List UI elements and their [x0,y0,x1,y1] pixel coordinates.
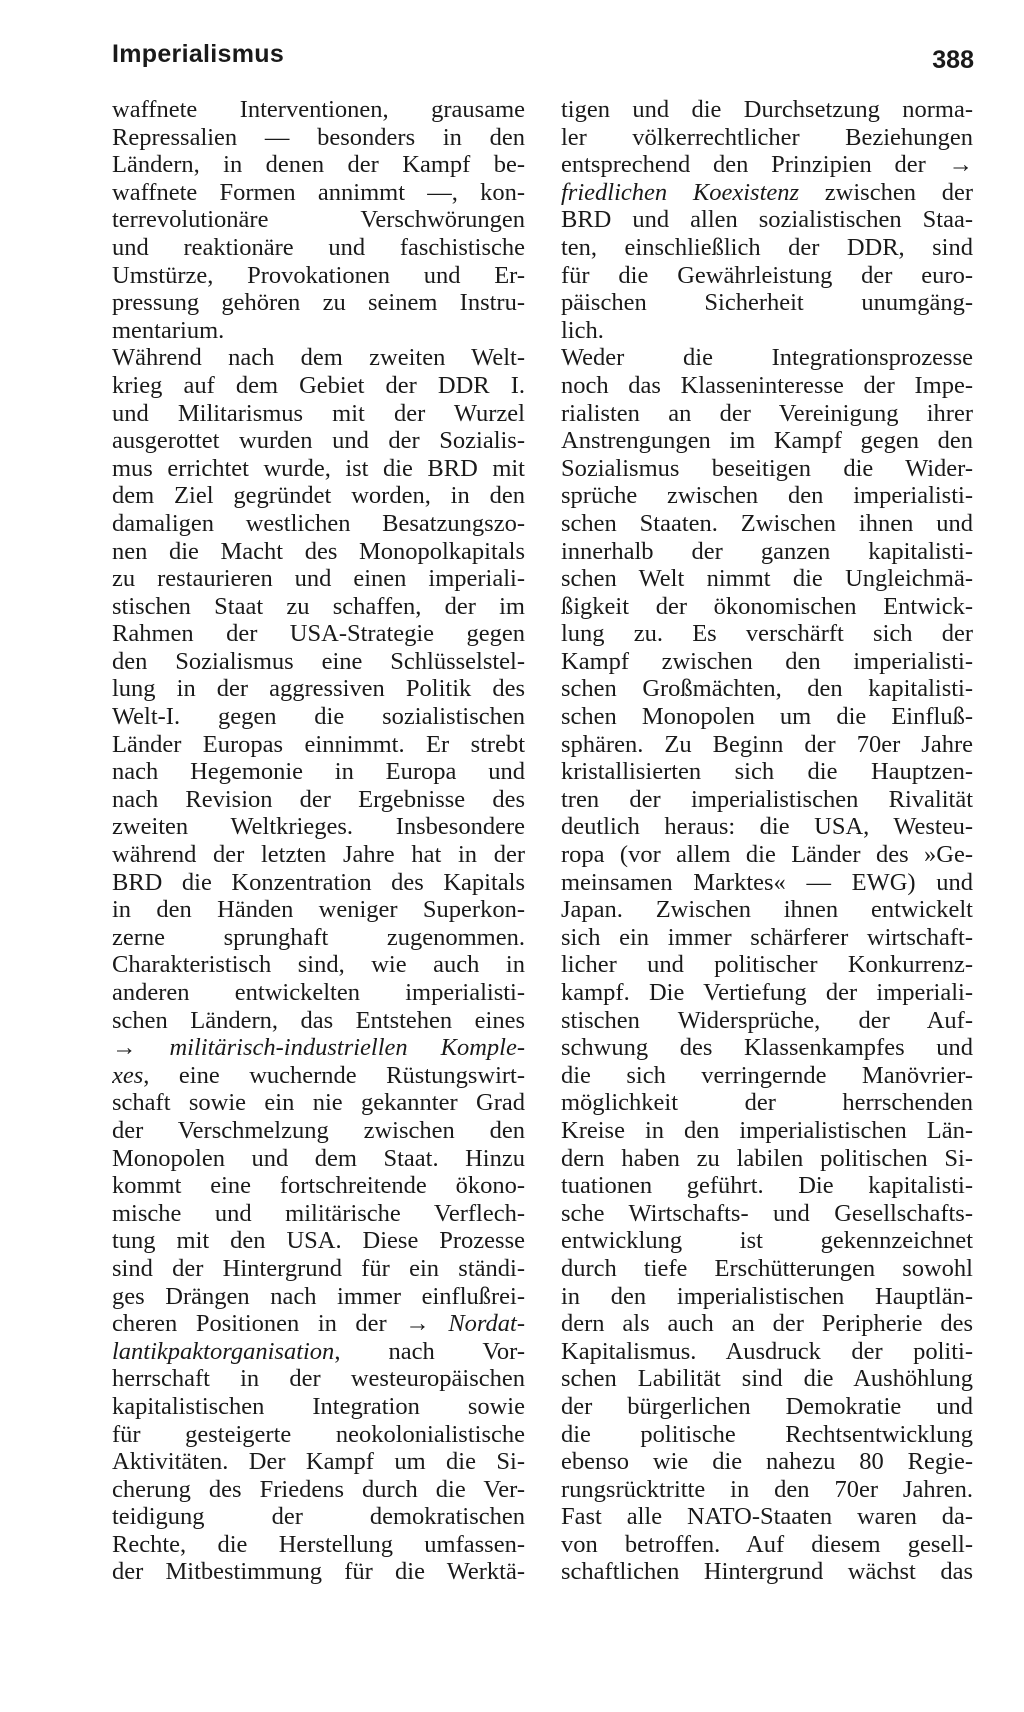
text-line: schaft sowie ein nie gekannter Grad [112,1089,525,1117]
text-line: die politische Rechtsentwicklung [561,1420,973,1448]
text-line: tung mit den USA. Diese Prozesse [112,1227,525,1255]
text-line: sphären. Zu Beginn der 70er Jahre [561,730,973,758]
text-line: entwicklung ist gekennzeichnet [561,1227,973,1255]
text-line: ebenso wie die nahezu 80 Regie- [561,1448,973,1476]
text-line: der Mitbestimmung für die Werktä- [112,1558,525,1586]
text-line: der Verschmelzung zwischen den [112,1116,525,1144]
text-line: meinsamen Marktes« — EWG) und [561,868,973,896]
text-line: stischen Staat zu schaffen, der im [112,592,525,620]
text-line: durch tiefe Erschütterungen sowohl [561,1254,973,1282]
text-line: schwung des Klassenkampfes und [561,1034,973,1062]
right-text-column [561,96,973,1586]
text-line: während der letzten Jahre hat in der [112,841,525,869]
text-line: für gesteigerte neokolonialistische [112,1420,525,1448]
text-line: cherung des Friedens durch die Ver- [112,1475,525,1503]
text-line: tren der imperialistischen Rivalität [561,785,973,813]
text-line: Welt-I. gegen die sozialistischen [112,703,525,731]
text-line: rialisten an der Vereinigung ihrer [561,399,973,427]
text-line [112,1034,525,1062]
text-line: in den imperialistischen Hauptlän- [561,1282,973,1310]
text-line: kapitalistischen Integration sowie [112,1392,525,1420]
text-line: BRD die Konzentration des Kapitals [112,868,525,896]
text-segment: , nach Vor- [334,1337,525,1365]
text-line: ler völkerrechtlicher Beziehungen [561,123,973,151]
text-line: Japan. Zwischen ihnen entwickelt [561,896,973,924]
text-line: nach Revision der Ergebnisse des [112,785,525,813]
text-segment: cheren Positionen in der → [112,1310,449,1338]
text-line: dem Ziel gegründet worden, in den [112,482,525,510]
text-segment: zwischen der [799,178,973,206]
page-header [112,40,974,80]
text-line: möglichkeit der herrschenden [561,1089,973,1117]
text-line: lich. [561,316,604,344]
text-line: ten, einschließlich der DDR, sind [561,233,973,261]
text-line: für die Gewährleistung der euro- [561,261,973,289]
page-number: 388 [932,46,974,74]
text-line: stischen Widersprüche, der Auf- [561,1006,973,1034]
text-line: ßigkeit der ökonomischen Entwick- [561,592,973,620]
text-line: ausgerottet wurden und der Sozialis- [112,427,525,455]
text-line [561,179,973,207]
text-line: schen Ländern, das Entstehen eines [112,1006,525,1034]
text-line: ropa (vor allem die Länder des »Ge- [561,841,973,869]
text-line: BRD und allen sozialistischen Staa- [561,206,973,234]
text-line: Repressalien — besonders in den [112,123,525,151]
text-line: waffnete Formen annimmt —, kon- [112,178,525,206]
text-line: terrevolutionäre Verschwörungen [112,206,525,234]
text-line: tigen und die Durchsetzung norma- [561,96,973,123]
italic-term: friedlichen Koexistenz [561,178,800,206]
text-line: Weder die Integrationsprozesse [561,344,973,372]
text-line: herrschaft in der westeuropäischen [112,1365,525,1393]
text-line: Umstürze, Provokationen und Er- [112,261,525,289]
text-line: schen Labilität sind die Aushöhlung [561,1365,973,1393]
text-line: den Sozialismus eine Schlüsselstel- [112,647,525,675]
text-line: Charakteristisch sind, wie auch in [112,951,525,979]
text-line: Rechte, die Herstellung umfassen- [112,1530,525,1558]
text-line: Während nach dem zweiten Welt- [112,344,525,372]
text-line: pressung gehören zu seinem Instru- [112,289,525,317]
text-line: schen Großmächten, den kapitalisti- [561,675,973,703]
text-line: Monopolen und dem Staat. Hinzu [112,1144,525,1172]
text-line: Aktivitäten. Der Kampf um die Si- [112,1448,525,1476]
italic-term: lantikpaktorganisation [112,1337,335,1365]
text-line: rungsrücktritte in den 70er Jahren. [561,1475,973,1503]
text-line: anderen entwickelten imperialisti- [112,979,525,1006]
italic-term: Nordat- [448,1310,525,1338]
text-line: Kapitalismus. Ausdruck der politi- [561,1337,973,1365]
text-line: schaftlichen Hintergrund wächst das [561,1558,973,1586]
text-line: sprüche zwischen den imperialisti- [561,482,973,510]
text-line: Länder Europas einnimmt. Er strebt [112,730,525,758]
text-line [112,1338,525,1366]
text-line: sind der Hintergrund für ein ständi- [112,1254,525,1282]
text-line: mentarium. [112,316,225,344]
text-line: Sozialismus beseitigen die Wider- [561,454,973,482]
text-line: Rahmen der USA-Strategie gegen [112,620,525,648]
text-line: sche Wirtschafts- und Gesellschafts- [561,1199,973,1227]
text-line: schen Monopolen um die Einfluß- [561,703,973,731]
text-line [112,1062,525,1090]
text-line: krieg auf dem Gebiet der DDR I. [112,371,525,399]
text-line: zerne sprunghaft zugenommen. [112,923,525,951]
text-line: mus errichtet wurde, ist die BRD mit [112,454,525,482]
text-line: schen Staaten. Zwischen ihnen und [561,509,973,537]
text-line: in den Händen weniger Superkon- [112,896,525,924]
text-line: nach Hegemonie in Europa und [112,758,525,786]
text-line: lung zu. Es verschärft sich der [561,620,973,648]
text-line: damaligen westlichen Besatzungszo- [112,509,525,537]
text-line: innerhalb der ganzen kapitalisti- [561,537,973,565]
italic-term: militärisch-industriellen Komple- [169,1034,525,1062]
text-line: Fast alle NATO-Staaten waren da- [561,1503,973,1531]
text-line: kampf. Die Vertiefung der imperiali- [561,979,973,1006]
text-line: zu restaurieren und einen imperiali- [112,565,525,593]
text-line [112,1310,525,1338]
text-line: teidigung der demokratischen [112,1503,525,1531]
text-line: die sich verringernde Manövrier- [561,1061,973,1089]
text-line: dern haben zu labilen politischen Si- [561,1144,973,1172]
text-line: und Militarismus mit der Wurzel [112,399,525,427]
left-text-column [112,96,525,1586]
text-segment: → [112,1034,170,1062]
text-line: mische und militärische Verflech- [112,1199,525,1227]
text-line: zweiten Weltkrieges. Insbesondere [112,813,525,841]
text-line: ges Drängen nach immer einflußrei- [112,1282,525,1310]
text-line: päischen Sicherheit unumgäng- [561,289,973,317]
text-line: schen Welt nimmt die Ungleichmä- [561,565,973,593]
running-head-title: Imperialismus [112,40,285,68]
text-line: von betroffen. Auf diesem gesell- [561,1530,973,1558]
text-line: noch das Klasseninteresse der Impe- [561,371,973,399]
text-line: lung in der aggressiven Politik des [112,675,525,703]
italic-term: xes [112,1061,144,1089]
text-line: Kampf zwischen den imperialisti- [561,647,973,675]
text-segment: , eine wuchernde Rüstungswirt- [143,1061,525,1089]
text-line: tuationen geführt. Die kapitalisti- [561,1172,973,1200]
text-line: Anstrengungen im Kampf gegen den [561,427,973,455]
text-line: Kreise in den imperialistischen Län- [561,1116,973,1144]
text-line: sich ein immer schärferer wirtschaft- [561,923,973,951]
text-line: dern als auch an der Peripherie des [561,1310,973,1338]
text-line: nen die Macht des Monopolkapitals [112,537,525,565]
text-line: der bürgerlichen Demokratie und [561,1392,973,1420]
text-line: kommt eine fortschreitende ökono- [112,1172,525,1200]
text-line: licher und politischer Konkurrenz- [561,951,973,979]
text-line: deutlich heraus: die USA, Westeu- [561,813,973,841]
text-line: und reaktionäre und faschistische [112,233,525,261]
text-line: waffnete Interventionen, grausame [112,96,525,123]
text-line: kristallisierten sich die Hauptzen- [561,758,973,786]
text-line: entsprechend den Prinzipien der → [561,151,973,179]
text-line: Ländern, in denen der Kampf be- [112,151,525,179]
